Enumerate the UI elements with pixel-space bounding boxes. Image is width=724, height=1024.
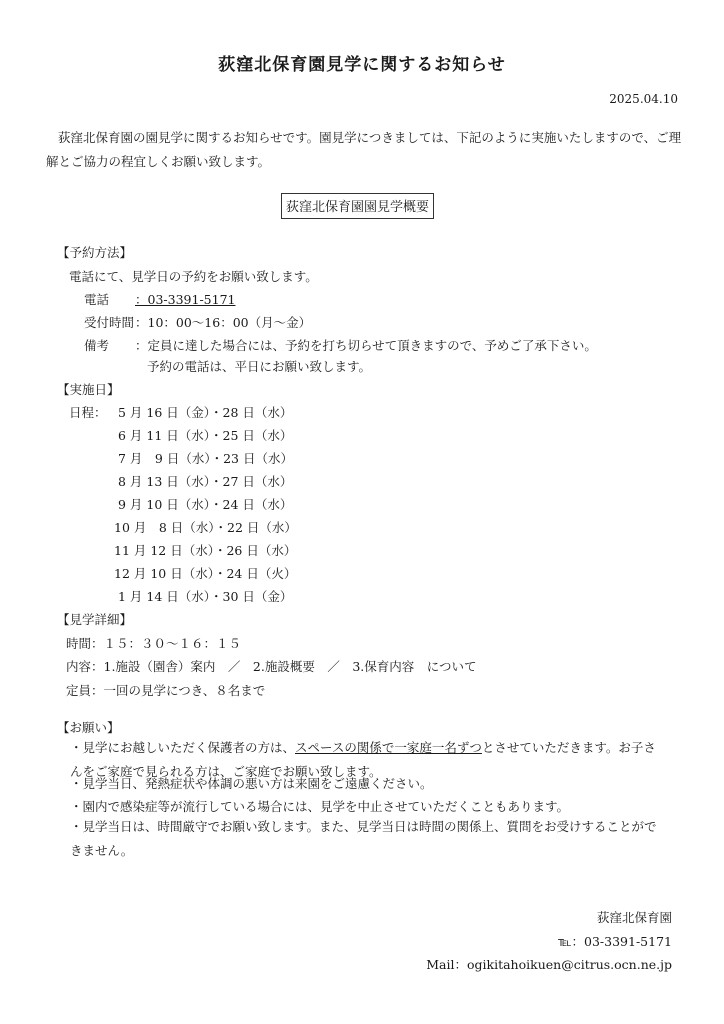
note-value-2: 予約の電話は、平日にお願い致します。 xyxy=(147,359,372,374)
request-item: ・園内で感染症等が流行している場合には、見学を中止させていただくこともあります。 xyxy=(70,799,570,814)
page-title: 荻窪北保育園見学に関するお知らせ xyxy=(218,55,506,75)
reservation-line: 電話にて、見学日の予約をお願い致します。 xyxy=(69,269,318,284)
hours-value: ：10：00〜16：00（月〜金） xyxy=(135,315,312,330)
hours-label: 受付時間 xyxy=(84,315,135,330)
details-time: 時間：１５：３０〜１６：１５ xyxy=(66,636,242,651)
requests-heading: 【お願い】 xyxy=(57,720,120,735)
schedule-date: 7 月 9 日（水）・23 日（水） xyxy=(118,451,293,466)
intro-paragraph: 荻窪北保育園の園見学に関するお知らせです。園見学につきましては、下記のように実施いたしますので、ご理解とご協力の程宜しくお願い致します。 xyxy=(46,130,682,169)
schedule-date: 9 月 10 日（水）・24 日（水） xyxy=(118,497,293,512)
reservation-heading: 【予約方法】 xyxy=(57,245,133,260)
summary-box-title: 荻窪北保育園園見学概要 xyxy=(281,193,434,219)
footer-mail: Mail：ogikitahoikuen@citrus.ocn.ne.jp xyxy=(426,957,672,972)
schedule-label: 日程： xyxy=(69,405,107,420)
schedule-date: 8 月 13 日（水）・27 日（水） xyxy=(118,474,293,489)
schedule-date: 5 月 16 日（金）・28 日（水） xyxy=(118,405,293,420)
request-item: ・見学当日、発熱症状や体調の悪い方は来園をご遠慮ください。 xyxy=(70,776,433,791)
footer-tel: ℡：03-3391-5171 xyxy=(558,934,672,949)
issue-date: 2025.04.10 xyxy=(609,92,678,106)
phone-label: 電話 xyxy=(84,292,110,307)
details-capacity: 定員：一回の見学につき、８名まで xyxy=(66,683,266,698)
details-content: 内容：1.施設（園舎）案内 ／ 2.施設概要 ／ 3.保育内容 について xyxy=(66,659,477,674)
note-label: 備考 xyxy=(84,338,110,353)
note-value: ：定員に達した場合には、予約を打ち切らせて頂きますので、予めご了承下さい。 xyxy=(135,338,597,353)
schedule-date: 1 月 14 日（水）・30 日（金） xyxy=(118,589,293,604)
request-item: ・見学にお越しいただく保護者の方は、スペースの関係で一家庭一名ずつとさせていただきます。お子さんをご家庭で見られる方は、ご家庭でお願い致します。 xyxy=(70,740,656,779)
schedule-date: 12 月 10 日（水）・24 日（火） xyxy=(114,566,297,581)
phone-value: ：03-3391-5171 xyxy=(135,292,236,307)
schedule-date: 11 月 12 日（水）・26 日（水） xyxy=(114,543,297,558)
footer-org: 荻窪北保育園 xyxy=(596,910,672,925)
details-heading: 【見学詳細】 xyxy=(57,612,133,627)
request-item: ・見学当日は、時間厳守でお願い致します。また、見学当日は時間の関係上、質問をお受けすることができません。 xyxy=(70,819,657,858)
schedule-date: 10 月 8 日（水）・22 日（水） xyxy=(114,520,297,535)
schedule-date: 6 月 11 日（水）・25 日（水） xyxy=(118,428,293,443)
schedule-heading: 【実施日】 xyxy=(57,382,120,397)
